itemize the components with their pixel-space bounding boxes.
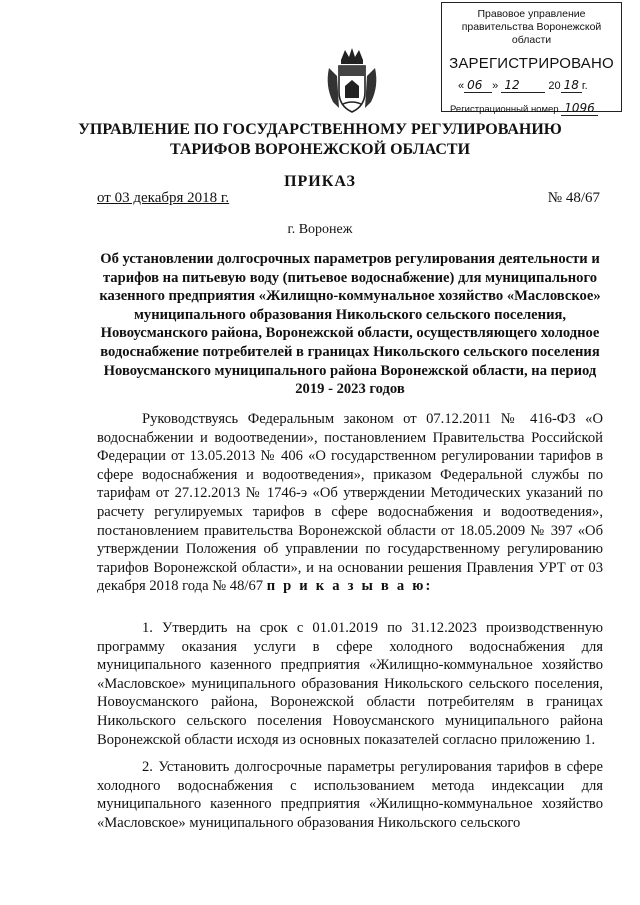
- stamp-date-day: 06: [464, 78, 492, 93]
- stamp-date-month: 12: [501, 78, 545, 93]
- stamp-date-year: 18: [561, 78, 582, 93]
- stamp-authority: Правовое управление правительства Воронежской области: [461, 8, 602, 46]
- preamble-paragraph: Руководствуясь Федеральным законом от 07.12.2011 № 416-ФЗ «О водоснабжении и водоотведении», постановлением Правительства Российской Федерации от 13.05.2013 № 406 «О государственном регулировании тарифов в сфере водоснабжения и водоотведения», приказом Федеральной службы по тарифам от 27.12.2013 № 1746-э «Об утверждении Методических указаний по расчету регулируемых тарифов в сфере водоснабжения и водоотведения», постановлением правительства Воронежской области от 18.05.2009 № 397 «Об утверждении Положения об управлении по государственному регулированию тарифов Воронежской области», и на основании решения Правления УРТ от 03 декабря 2018 года № 48/67 п р и к а з ы в а ю:: [97, 411, 603, 595]
- item-2-paragraph: 2. Установить долгосрочные параметры регулирования тарифов в сфере холодного водоснабжения с использованием метода индексации для муниципального казенного предприятия «Жилищно-коммунальное хозяйство «Масловское» муниципального образования Никольского сельского: [97, 759, 603, 831]
- order-date: от 03 декабря 2018 г.: [97, 190, 230, 206]
- registration-stamp: [441, 2, 622, 115]
- coat-of-arms-emblem: [323, 46, 381, 116]
- city: г. Воронеж: [287, 222, 353, 237]
- order-command: п р и к а з ы в а ю:: [266, 578, 433, 595]
- stamp-reg-number: Регистрационный номер 1096: [442, 101, 621, 116]
- item-1-paragraph: 1. Утвердить на срок с 01.01.2019 по 31.12.2023 производственную программу оказания услуги в сфере холодного водоснабжения для муниципального казенного предприятия «Жилищно-коммунальное хозяйство «Масловское» муниципального образования Никольского сельского поселения, Новоусманского района, Воронежской области потребителям в границах Никольского сельского поселения Новоусманского муниципального района Воронежской области исходя из основных показателей согласно приложению 1.: [97, 620, 603, 748]
- stamp-date: « 06 » 12 20 18 г.: [458, 78, 588, 92]
- issuing-authority: УПРАВЛЕНИЕ ПО ГОСУДАРСТВЕННОМУ РЕГУЛИРОВАНИЮ ТАРИФОВ ВОРОНЕЖСКОЙ ОБЛАСТИ: [78, 121, 562, 158]
- stamp-reg-number-value: 1096: [561, 101, 598, 116]
- stamp-status: ЗАРЕГИСТРИРОВАНО: [449, 55, 614, 72]
- order-subject: Об установлении долгосрочных параметров регулирования деятельности и тарифов на питьевую воду (питьевое водоснабжение) для муниципального казенного предприятия «Жилищно-коммунальное хозяйство «Масловское» муниципального образования Никольского сельского поселения, Новоусманского района, Воронежской области, осуществляющего холодное водоснабжение потребителей в границах Никольского сельского поселения Новоусманского муниципального района Воронежской области, на период 2019 - 2023 годов: [99, 251, 601, 398]
- document-type: ПРИКАЗ: [284, 173, 356, 190]
- order-number: № 48/67: [547, 190, 600, 206]
